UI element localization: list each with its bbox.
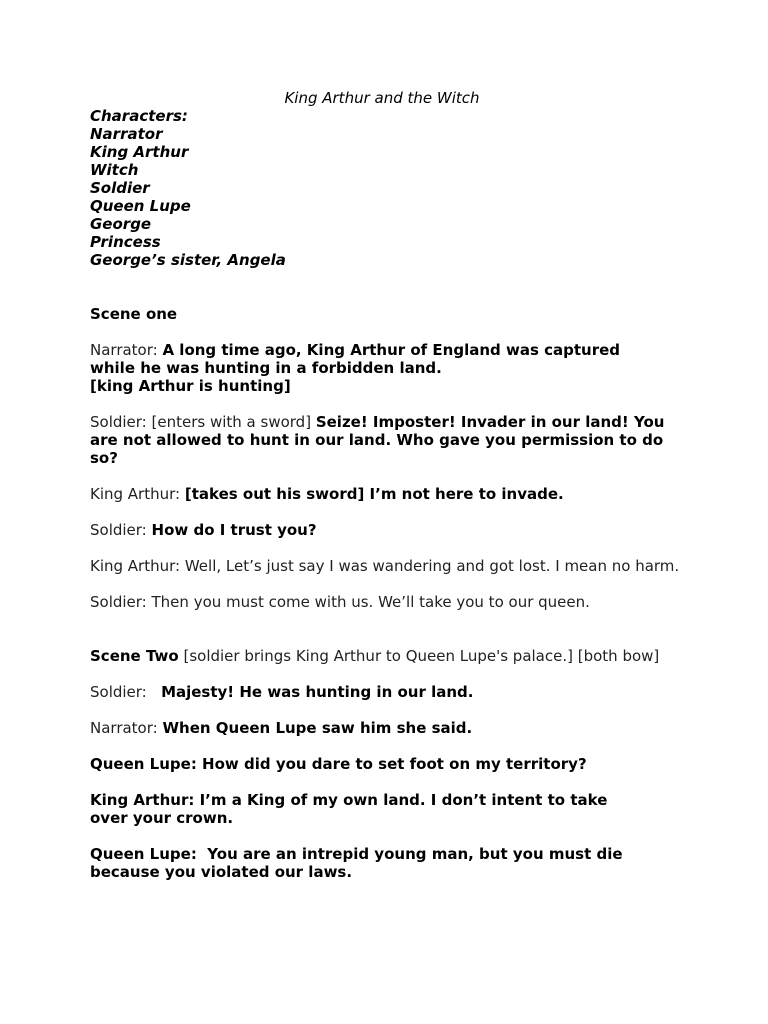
character-item: King Arthur <box>90 143 189 161</box>
line-text: Then you must come with us. We’ll take you to our queen. <box>151 593 590 611</box>
speaker-name: Narrator: <box>90 719 163 737</box>
speaker-name: King Arthur: <box>90 485 185 503</box>
character-item: Queen Lupe <box>90 197 191 215</box>
speaker-name: Soldier: <box>90 593 152 611</box>
scene-two-heading-line <box>90 647 690 665</box>
speaker-name: Soldier: <box>90 683 152 701</box>
script-line <box>90 521 690 539</box>
script-line <box>90 413 690 467</box>
speaker-name: Soldier: <box>90 413 152 431</box>
line-text: You are an intrepid young man, but you must die because you violated our laws. <box>90 845 623 881</box>
script-line <box>90 683 690 701</box>
script-line <box>90 719 690 737</box>
script-line <box>90 485 690 503</box>
character-list <box>90 107 690 269</box>
speaker-name: King Arthur: <box>90 791 200 809</box>
script-line <box>90 791 690 827</box>
character-item: George <box>90 215 152 233</box>
line-text: Seize! Imposter! Invader in our land! You are not allowed to hunt in our land. Who gave you permission to do so? <box>90 413 665 467</box>
character-item: Soldier <box>90 179 150 197</box>
speaker-name: Narrator: <box>90 341 163 359</box>
character-item: Narrator <box>90 125 163 143</box>
scene-two-heading: Scene Two <box>90 647 179 665</box>
line-text: Well, Let’s just say I was wandering and got lost. I mean no harm. <box>184 557 680 575</box>
speaker-name: Queen Lupe: <box>90 755 203 773</box>
characters-heading: Characters: <box>90 107 188 125</box>
line-text: I’m a King of my own land. I don’t intent to take over your crown. <box>90 791 608 827</box>
script-line <box>90 593 690 611</box>
line-text: How did you dare to set foot on my territory? <box>202 755 587 773</box>
document-page <box>90 89 690 881</box>
speaker-name: King Arthur: <box>90 557 185 575</box>
character-item: Witch <box>90 161 139 179</box>
stage-direction: [soldier brings King Arthur to Queen Lupe's palace.] [both bow] <box>183 647 660 665</box>
script-line <box>90 341 690 395</box>
script-line <box>90 557 690 575</box>
line-text: [takes out his sword] I’m not here to invade. <box>184 485 564 503</box>
script-line <box>90 845 690 881</box>
line-text: When Queen Lupe saw him she said. <box>162 719 473 737</box>
line-text: How do I trust you? <box>151 521 317 539</box>
stage-direction: [enters with a sword] <box>151 413 316 431</box>
line-text: A long time ago, King Arthur of England was captured while he was hunting in a forbidden land. <box>90 341 621 377</box>
scene-one-heading: Scene one <box>90 305 178 323</box>
stage-direction: [king Arthur is hunting] <box>90 377 291 395</box>
document-title: King Arthur and the Witch <box>284 89 480 107</box>
speaker-name: Soldier: <box>90 521 152 539</box>
speaker-name: Queen Lupe: <box>90 845 203 863</box>
line-text: Majesty! He was hunting in our land. <box>161 683 474 701</box>
character-item: George’s sister, Angela <box>90 251 286 269</box>
script-line <box>90 755 690 773</box>
character-item: Princess <box>90 233 161 251</box>
